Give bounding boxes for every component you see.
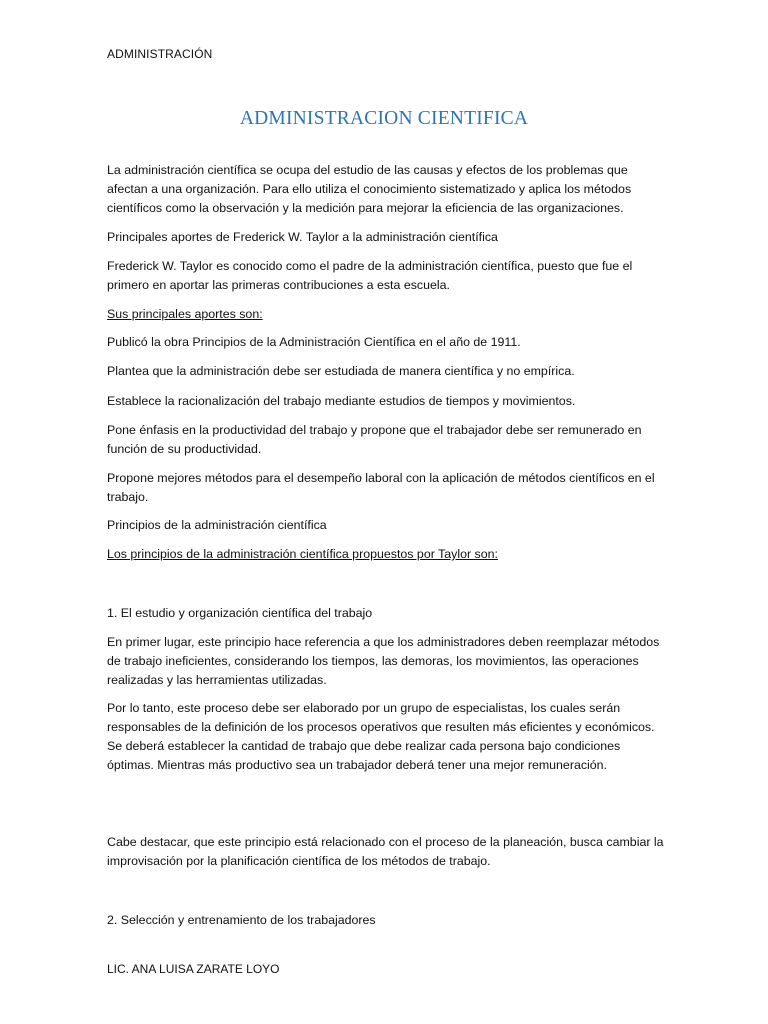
principios-heading: Principios de la administración científica: [107, 518, 327, 532]
taylor-paragraph: Frederick W. Taylor es conocido como el padre de la administración científica, puesto que fue el primero en aportar las primeras contribuciones a esta escuela.: [107, 259, 633, 292]
aporte-item-1: Publicó la obra Principios de la Administración Científica en el año de 1911.: [107, 335, 521, 349]
aporte-item-2: Plantea que la administración debe ser estudiada de manera científica y no empírica.: [107, 364, 575, 378]
intro-paragraph: La administración científica se ocupa del estudio de las causas y efectos de los problemas que afectan a una organización. Para ello utiliza el conocimiento sistematizado y aplica los métodos científicos como la observación y la medición para mejorar la eficiencia de las organizaciones.: [107, 163, 632, 215]
principios-taylor-heading: Los principios de la administración científica propuestos por Taylor son:: [107, 547, 498, 561]
section-heading-taylor: Principales aportes de Frederick W. Taylor a la administración científica: [107, 230, 498, 244]
principle-1-paragraph-2: Por lo tanto, este proceso debe ser elaborado por un grupo de especialistas, los cuales serán responsables de la definición de los procesos operativos que resulten más eficientes y económicos. Se deberá establecer la cantidad de trabajo que debe realizar cada persona bajo condiciones óptimas. Mientras más productivo sea un trabajador deberá tener una mejor remuneración.: [107, 701, 655, 772]
aporte-item-3: Establece la racionalización del trabajo mediante estudios de tiempos y movimientos.: [107, 394, 576, 408]
principle-1-heading: 1. El estudio y organización científica del trabajo: [107, 606, 373, 620]
principle-1-paragraph-3: Cabe destacar, que este principio está relacionado con el proceso de la planeación, busca cambiar la improvisación por la planificación científica de los métodos de trabajo.: [107, 835, 664, 868]
principle-2-heading: 2. Selección y entrenamiento de los trabajadores: [107, 913, 376, 927]
document-title: ADMINISTRACION CIENTIFICA: [239, 108, 529, 129]
page-footer: LIC. ANA LUISA ZARATE LOYO: [107, 962, 280, 976]
page-header: ADMINISTRACIÓN: [107, 47, 213, 61]
aporte-item-5: Propone mejores métodos para el desempeño laboral con la aplicación de métodos científicos en el trabajo.: [107, 471, 655, 504]
aportes-heading: Sus principales aportes son:: [107, 307, 263, 321]
aporte-item-4: Pone énfasis en la productividad del trabajo y propone que el trabajador debe ser remunerado en función de su productividad.: [107, 423, 642, 456]
principle-1-paragraph-1: En primer lugar, este principio hace referencia a que los administradores deben reemplazar métodos de trabajo ineficientes, considerando los tiempos, las demoras, los movimientos, las operaciones realizadas y las herramientas utilizadas.: [107, 635, 660, 687]
